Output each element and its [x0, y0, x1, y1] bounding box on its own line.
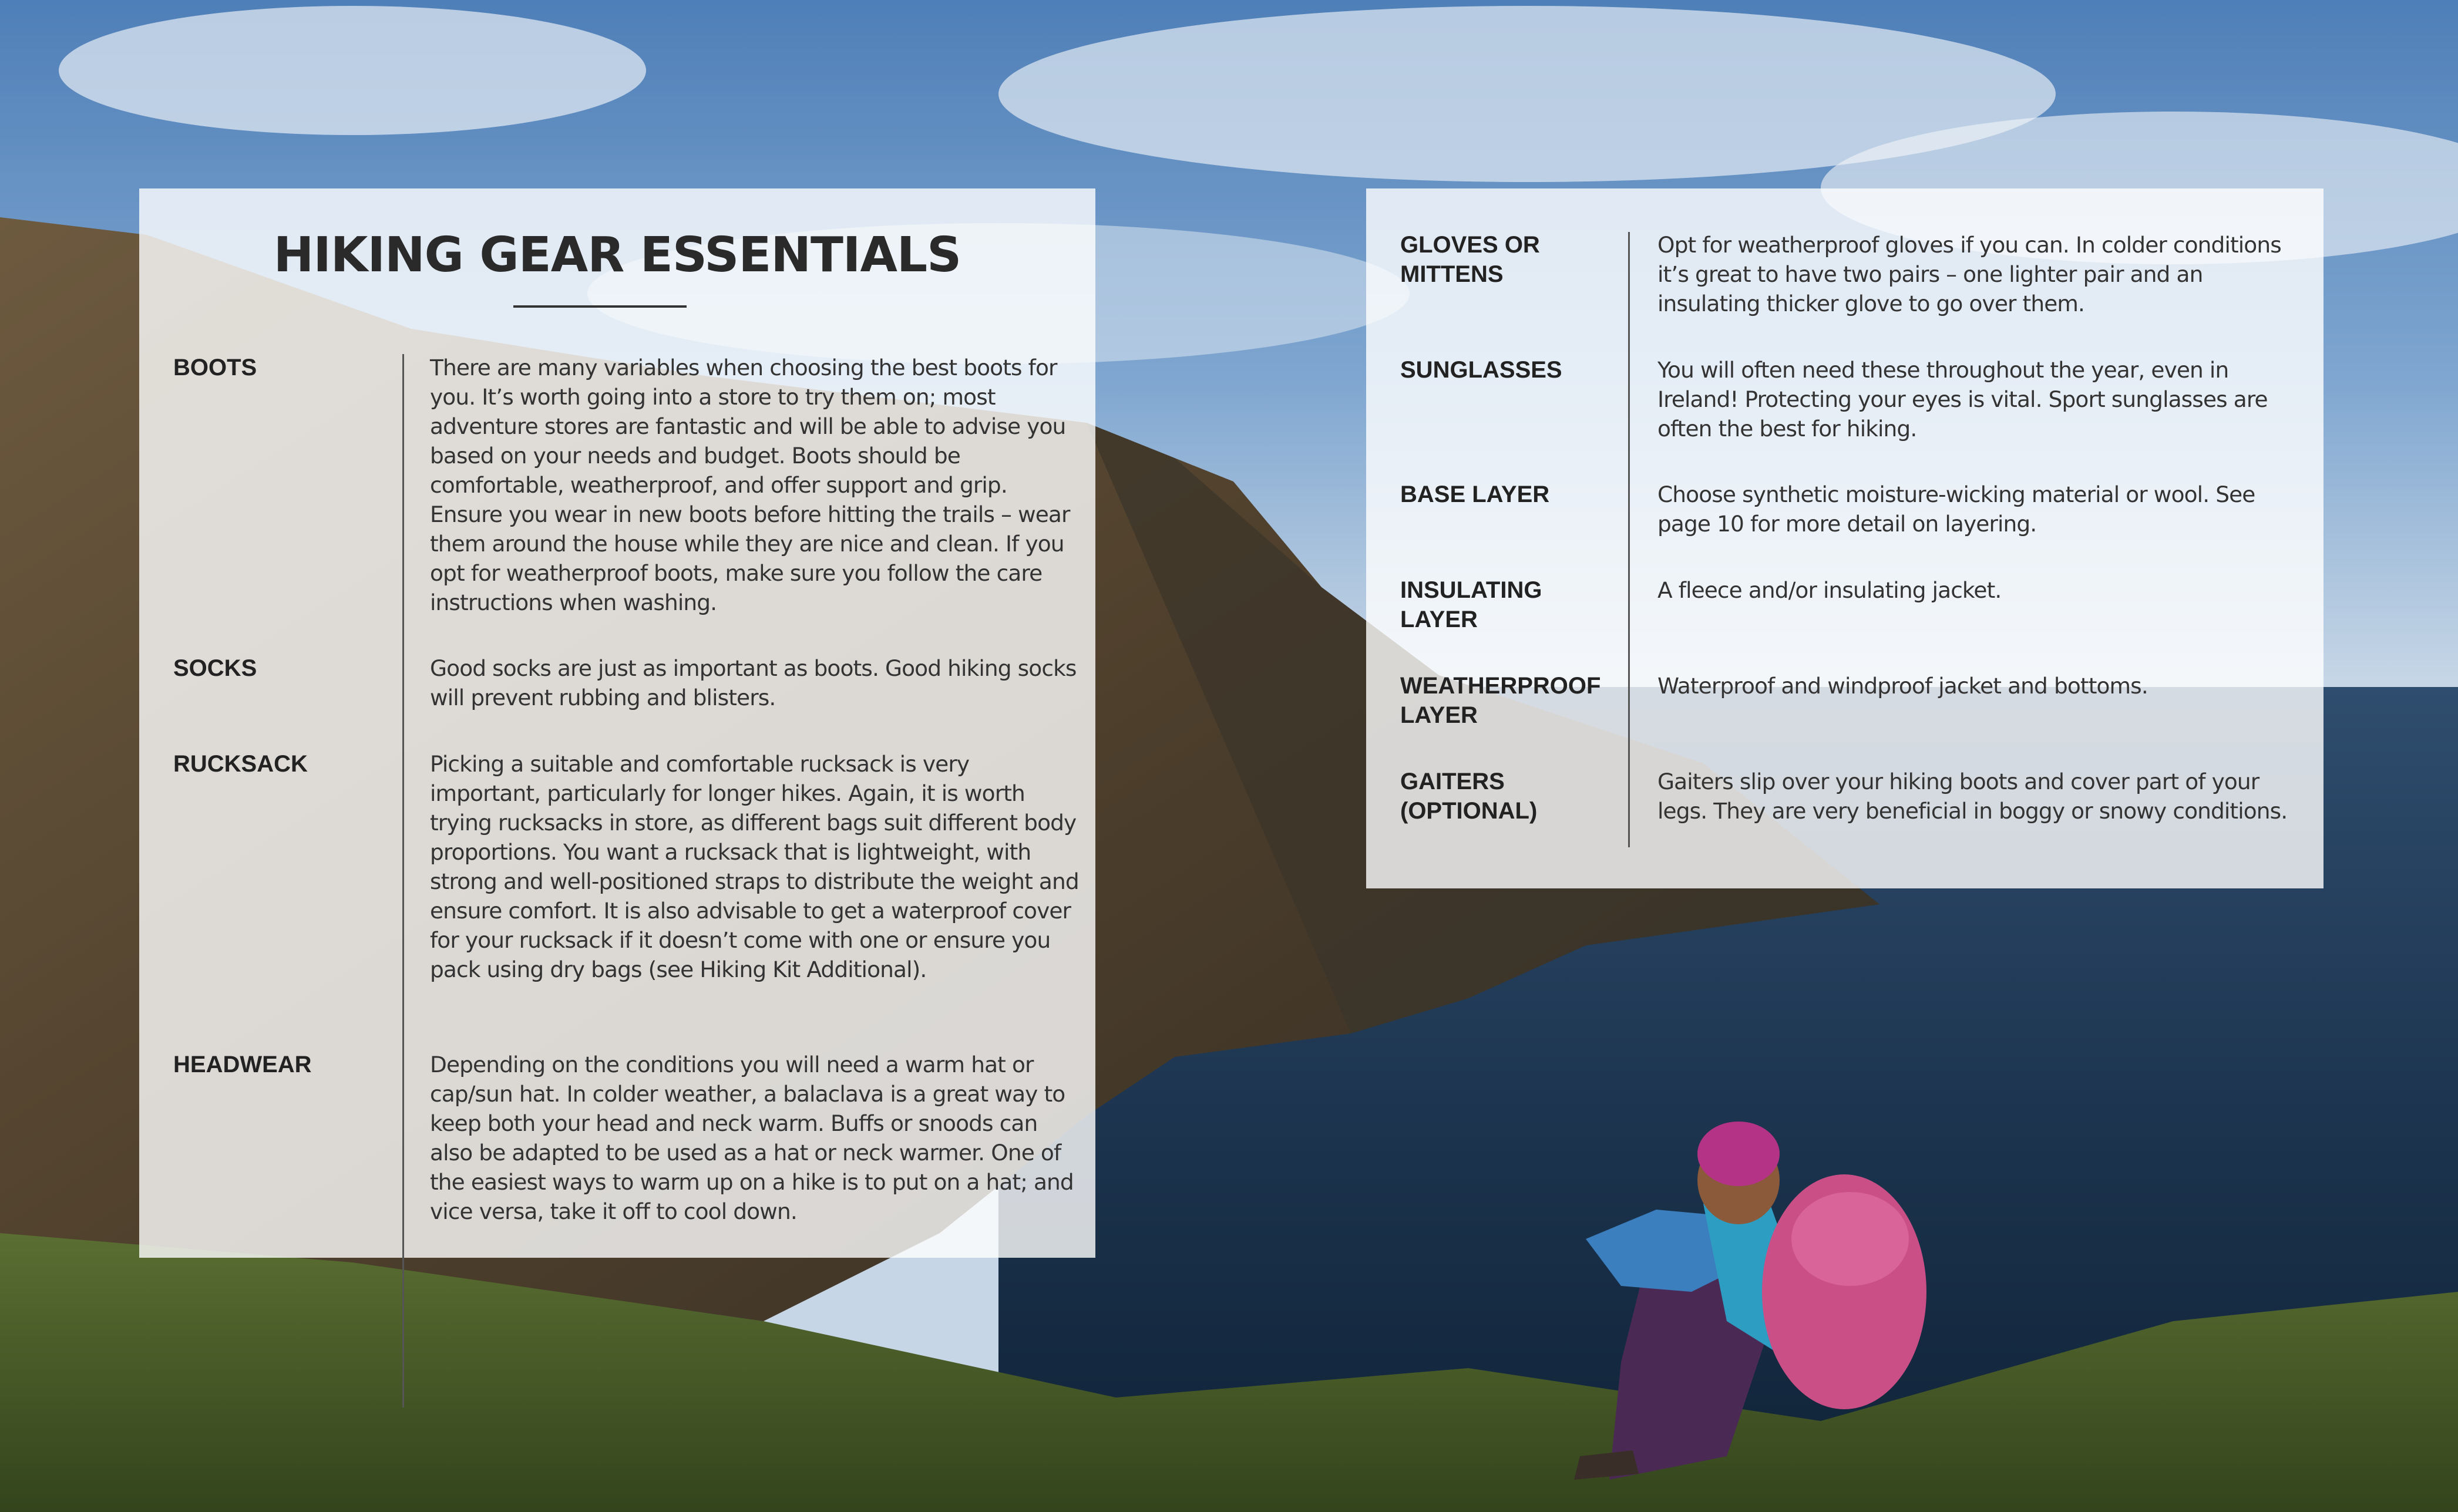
- gear-text-base-layer: Choose synthetic moisture-wicking material or wool. See page 10 for more detail on layering.: [1657, 481, 2255, 537]
- gear-panel-left: [139, 188, 1095, 1258]
- gear-label-socks: SOCKS: [173, 655, 257, 681]
- gear-text-insulating-layer: A fleece and/or insulating jacket.: [1657, 577, 2002, 603]
- gear-label-rucksack: RUCKSACK: [173, 751, 308, 777]
- gear-text-gaiters: Gaiters slip over your hiking boots and cover part of your legs. They are very beneficial in boggy or snowy conditions.: [1657, 769, 2288, 824]
- gear-text-headwear: Depending on the conditions you will need a warm hat or cap/sun hat. In colder weather, a balaclava is a great way to keep both your head and neck warm. Buffs or snoods can also be adapted to be used as a hat or neck warmer. One of the easiest ways to warm up on a hike is to put on a hat; and vice versa, take it off to cool down.: [430, 1052, 1074, 1224]
- gear-text-rucksack: Picking a suitable and comfortable rucksack is very important, particularly for longer hikes. Again, it is worth trying rucksacks in store, as different bags suit different body proportions. You want a rucksack that is lightweight, with strong and well-positioned straps to distribute the weight and ensure comfort. It is also advisable to get a waterproof cover for your rucksack if it doesn’t come with one or ensure you pack using dry bags (see Hiking Kit Additional).: [430, 751, 1079, 982]
- gear-label-boots: BOOTS: [173, 355, 257, 380]
- gear-label-gloves: GLOVES OR MITTENS: [1400, 232, 1540, 287]
- gear-label-sunglasses: SUNGLASSES: [1400, 357, 1562, 383]
- column-divider: [402, 354, 404, 1407]
- gear-panel-right: [1366, 188, 2324, 888]
- gear-text-socks: Good socks are just as important as boots. Good hiking socks will prevent rubbing and blisters.: [430, 655, 1077, 710]
- column-divider: [1628, 232, 1630, 847]
- gear-text-boots: There are many variables when choosing the best boots for you. It’s worth going into a store to try them on; most adventure stores are fantastic and will be able to advise you based on your needs and budget. Boots should be comfortable, weatherproof, and offer support and grip. Ensure you wear in new boots before hitting the trails – wear them around the house while they are nice and clean. If you opt for weatherproof boots, make sure you follow the care instructions when washing.: [430, 355, 1070, 615]
- title-underline: [513, 305, 687, 308]
- gear-label-gaiters: GAITERS (OPTIONAL): [1400, 769, 1538, 824]
- gear-label-insulating-layer: INSULATING LAYER: [1400, 577, 1542, 632]
- gear-label-base-layer: BASE LAYER: [1400, 481, 1550, 507]
- gear-text-weatherproof-layer: Waterproof and windproof jacket and bottoms.: [1657, 673, 2148, 699]
- gear-label-headwear: HEADWEAR: [173, 1052, 312, 1077]
- gear-label-weatherproof-layer: WEATHERPROOF LAYER: [1400, 673, 1601, 728]
- page-title: HIKING GEAR ESSENTIALS: [273, 227, 961, 283]
- gear-text-gloves: Opt for weatherproof gloves if you can. In colder conditions it’s great to have two pairs – one lighter pair and an insulating thicker glove to go over them.: [1657, 232, 2281, 316]
- gear-text-sunglasses: You will often need these throughout the year, even in Ireland! Protecting your eyes is vital. Sport sunglasses are often the best for hiking.: [1657, 357, 2268, 442]
